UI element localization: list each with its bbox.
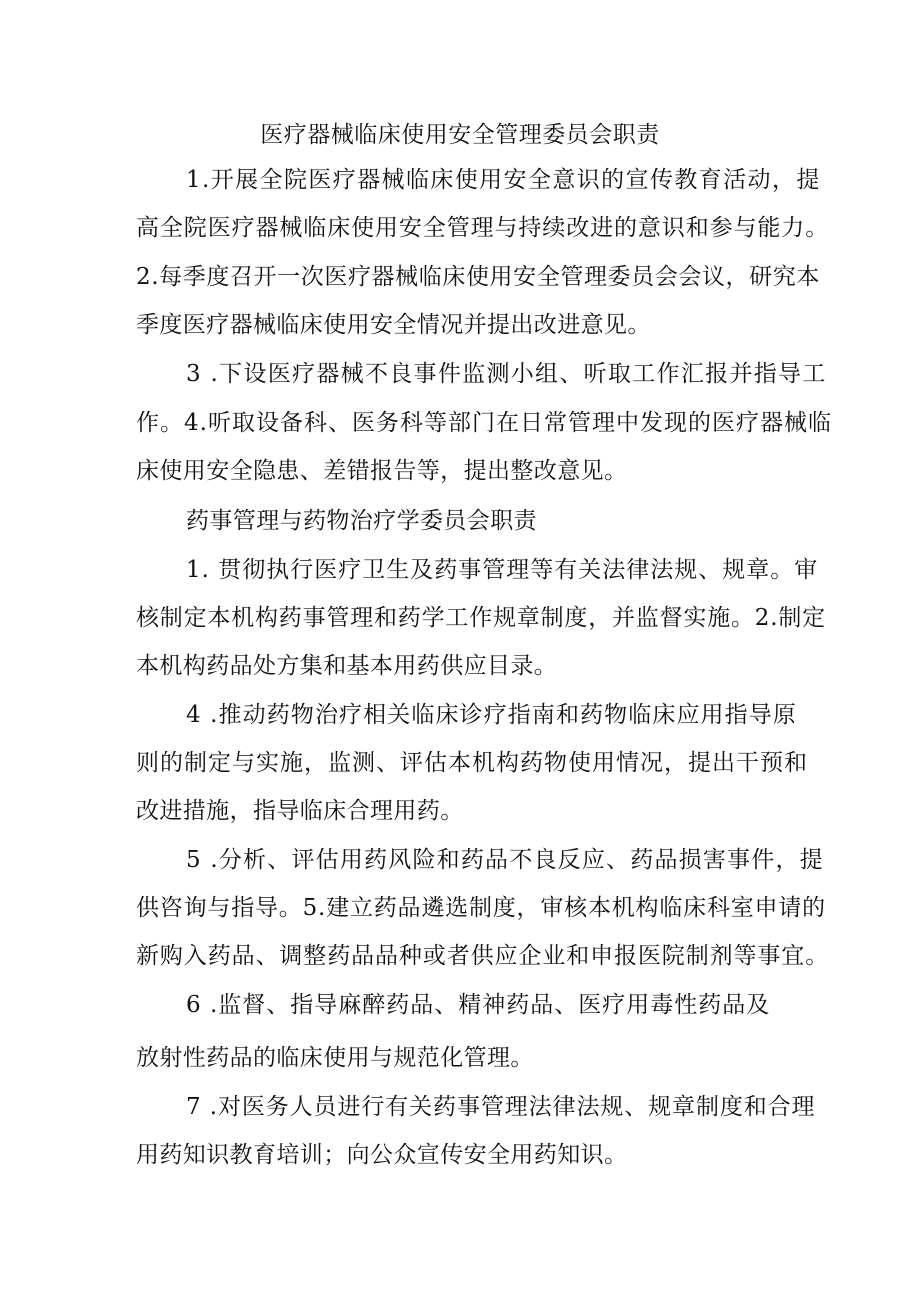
text-line: 作。4.听取设备科、医务科等部门在日常管理中发现的医疗器械临 bbox=[136, 410, 832, 436]
text-line: 4 .推动药物治疗相关临床诊疗指南和药物临床应用指导原 bbox=[186, 702, 797, 728]
text-line: 用药知识教育培训；向公众宣传安全用药知识。 bbox=[136, 1142, 628, 1168]
text-line: 3 .下设医疗器械不良事件监测小组、听取工作汇报并指导工 bbox=[186, 361, 827, 387]
text-line: 新购入药品、调整药品品种或者供应企业和申报医院制剂等事宜。 bbox=[136, 943, 830, 969]
text-line: 2.每季度召开一次医疗器械临床使用安全管理委员会会议，研究本 bbox=[136, 264, 820, 290]
text-line: 高全院医疗器械临床使用安全管理与持续改进的意识和参与能力。 bbox=[136, 215, 830, 241]
text-line: 7 .对医务人员进行有关药事管理法律法规、规章制度和合理 bbox=[186, 1094, 816, 1120]
text-line: 6 .监督、指导麻醉药品、精神药品、医疗用毒性药品及 bbox=[186, 992, 771, 1018]
text-line: 1. 贯彻执行医疗卫生及药事管理等有关法律法规、规章。审 bbox=[186, 557, 819, 583]
text-line: 改进措施，指导临床合理用药。 bbox=[136, 798, 464, 824]
text-line: 季度医疗器械临床使用安全情况并提出改进意见。 bbox=[136, 312, 651, 338]
text-line: 则的制定与实施，监测、评估本机构药物使用情况，提出干预和 bbox=[136, 750, 808, 776]
text-line: 5 .分析、评估用药风险和药品不良反应、药品损害事件，提 bbox=[186, 847, 824, 873]
text-line: 供咨询与指导。5.建立药品遴选制度，审核本机构临床科室申请的 bbox=[136, 895, 826, 921]
text-line: 床使用安全隐患、差错报告等，提出整改意见。 bbox=[136, 458, 628, 484]
text-line: 本机构药品处方集和基本用药供应目录。 bbox=[136, 653, 558, 679]
section-heading: 药事管理与药物治疗学委员会职责 bbox=[186, 508, 537, 534]
text-line: 1.开展全院医疗器械临床使用安全意识的宣传教育活动，提 bbox=[186, 167, 821, 193]
text-line: 放射性药品的临床使用与规范化管理。 bbox=[136, 1045, 534, 1071]
page-title: 医疗器械临床使用安全管理委员会职责 bbox=[260, 122, 660, 148]
text-line: 核制定本机构药事管理和药学工作规章制度，并监督实施。2.制定 bbox=[136, 605, 826, 631]
